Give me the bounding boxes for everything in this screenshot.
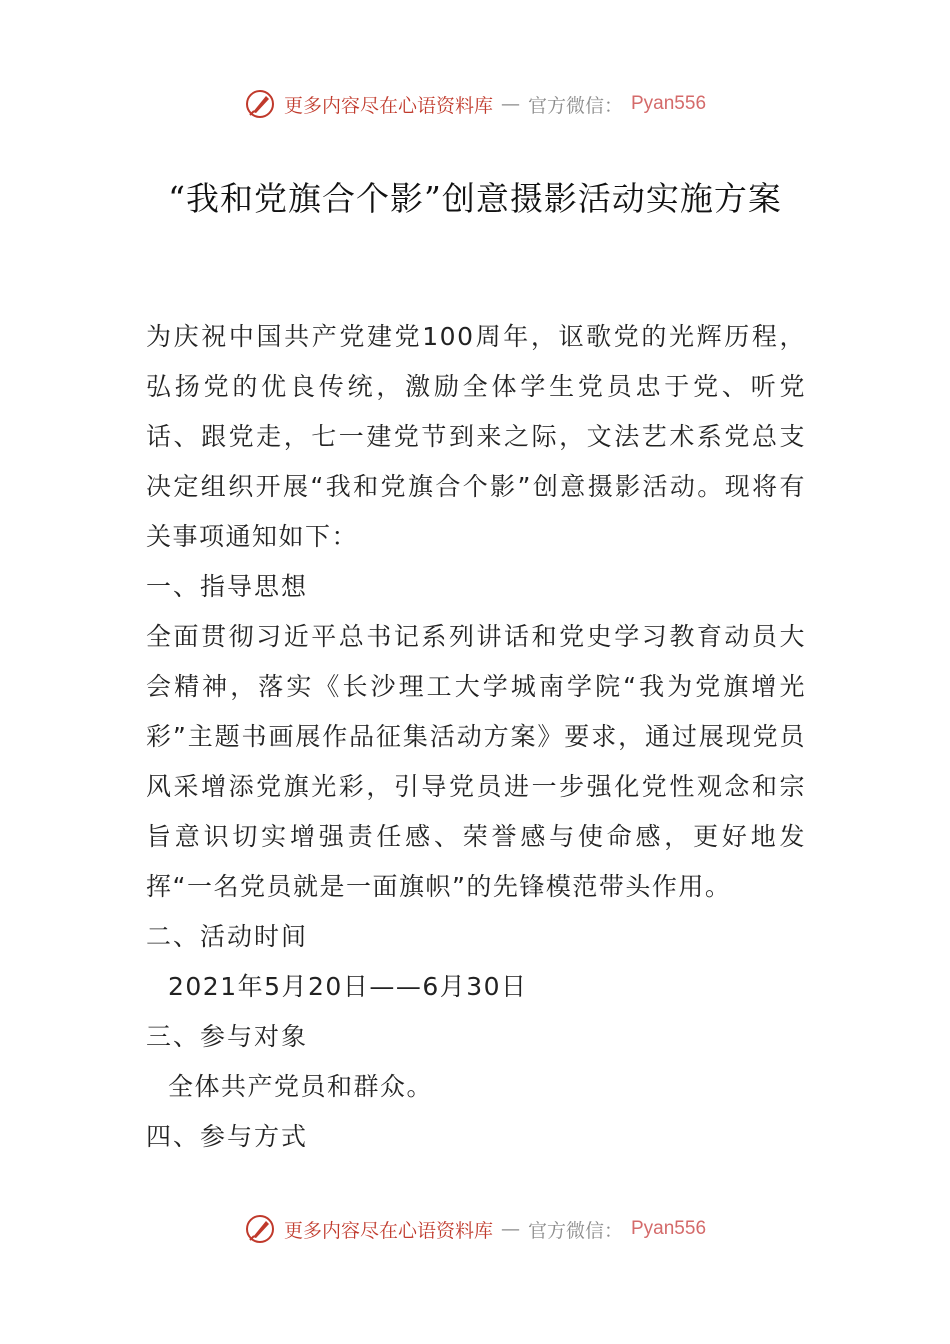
- watermark-wechat-label: 官方微信：: [527, 1219, 623, 1242]
- quill-pen-logo-icon: [244, 1213, 276, 1245]
- watermark-footer: [0, 1213, 950, 1245]
- watermark-brand: 更多内容尽在心语资料库: [283, 94, 493, 117]
- section-content-activity-time: 2021年5月20日——6月30日: [168, 972, 528, 1001]
- document-body: [146, 312, 806, 1162]
- section-content-participants: 全体共产党员和群众。: [168, 1072, 434, 1101]
- section-heading-participants: 三、参与对象: [146, 1022, 309, 1051]
- watermark-brand: 更多内容尽在心语资料库: [283, 1219, 493, 1242]
- watermark-separator: —: [500, 1218, 520, 1240]
- section-heading-guiding-ideology: 一、指导思想: [146, 572, 309, 601]
- watermark-wechat-id: Pyan556: [631, 93, 707, 114]
- document-title: “我和党旗合个影”创意摄影活动实施方案: [168, 179, 782, 218]
- watermark-header: [0, 88, 950, 120]
- section-heading-activity-time: 二、活动时间: [146, 922, 309, 951]
- section-content-guiding-ideology: 全面贯彻习近平总书记系列讲话和党史学习教育动员大会精神，落实《长沙理工大学城南学院“我为党旗增光彩”主题书画展作品征集活动方案》要求，通过展现党员风采增添党旗光彩，引导党员进一步强化党性观念和宗旨意识切实增强责任感、荣誉感与使命感，更好地发挥“一名党员就是一面旗帜”的先锋模范带头作用。: [146, 622, 806, 901]
- section-heading-participation-method: 四、参与方式: [146, 1122, 309, 1151]
- watermark-separator: —: [500, 93, 520, 115]
- intro-paragraph: 为庆祝中国共产党建党100周年，讴歌党的光辉历程，弘扬党的优良传统，激励全体学生党员忠于党、听党话、跟党走，七一建党节到来之际，文法艺术系党总支决定组织开展“我和党旗合个影”创意摄影活动。现将有关事项通知如下：: [146, 322, 806, 551]
- quill-pen-logo-icon: [244, 88, 276, 120]
- watermark-wechat-label: 官方微信：: [527, 94, 623, 117]
- watermark-wechat-id: Pyan556: [631, 1218, 707, 1239]
